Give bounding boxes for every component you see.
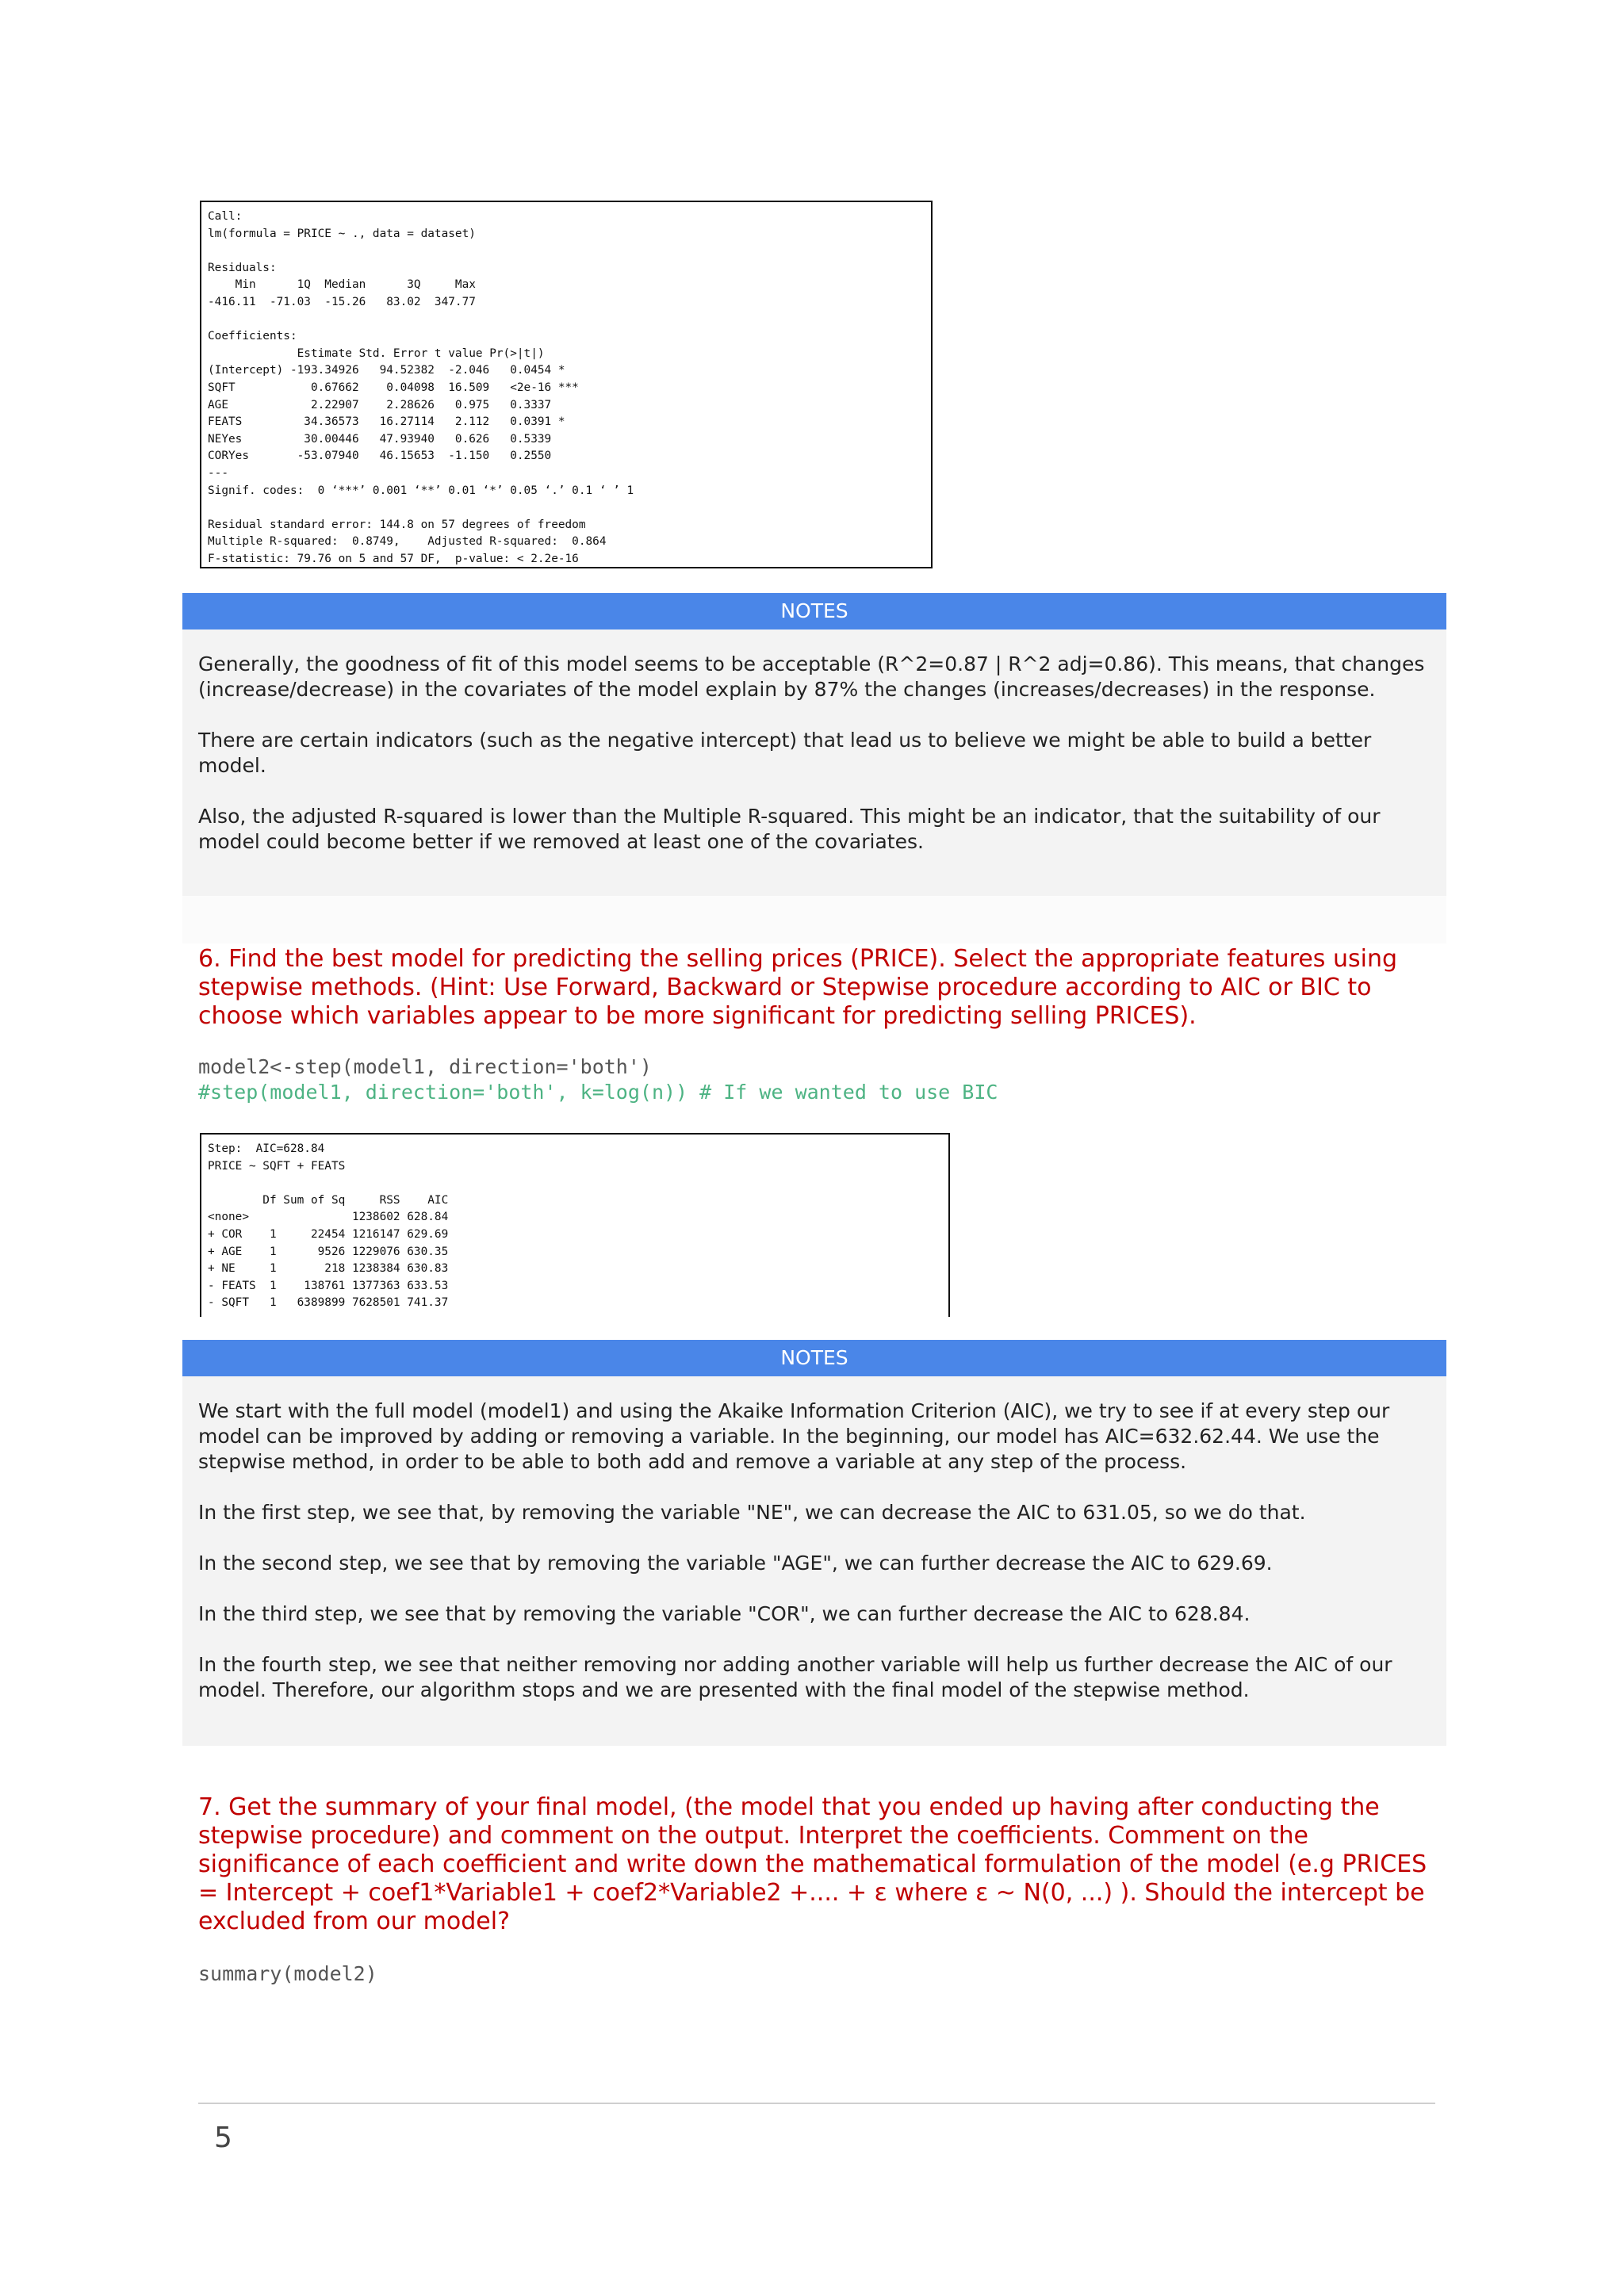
code-line: model2<-step(model1, direction='both') (198, 1055, 652, 1078)
regression-output-text: Call: lm(formula = PRICE ~ ., data = dataset) Residuals: Min 1Q Median 3Q Max -416.11 -71.03 -15.26 83.02 347.77 Coefficients: Estimate Std. Error t value Pr(>|t|) (Intercept) -193.34926 94.52382 -2.046 0.0454 * SQFT 0.67662 0.04098 16.509 <2e-16 *** AGE 2.22907 2.28626 0.975 0.3337 FEATS 34.36573 16.27114 2.112 0.0391 * NEYes 30.00446 47.93940 0.626 0.5339 CORYes -53.07940 46.15653 -1.150 0.2550 --- Signif. codes: 0 ‘***’ 0.001 ‘**’ 0.01 ‘*’ 0.05 ‘.’ 0.1 ‘ ’ 1 Residual standard error: 144.8 on 57 degrees of freedom Multiple R-squared: 0.8749, Adjusted R-squared: 0.864 F-statistic: 79.76 on 5 and 57 DF, p-value: < 2.2e-16 (208, 210, 634, 565)
notes-header: NOTES (182, 1340, 1446, 1376)
code-block-6 (198, 1054, 998, 1105)
notes-paragraph: In the third step, we see that by removing the variable "COR", we can further decrease the AIC to 628.84. (198, 1602, 1251, 1625)
notes-paragraph: There are certain indicators (such as the negative intercept) that lead us to believe we might be able to build a better model. (198, 729, 1372, 777)
notes-header: NOTES (182, 593, 1446, 629)
notes-paragraph: In the fourth step, we see that neither removing nor adding another variable will help us further decrease the AIC of our model. Therefore, our algorithm stops and we are presented with the final model of the stepwise method. (198, 1653, 1392, 1701)
code-comment: #step(model1, direction='both', k=log(n)) # If we wanted to use BIC (198, 1081, 998, 1104)
regression-output-box (200, 201, 933, 568)
code-area-background (182, 896, 1446, 943)
footer-divider (198, 2103, 1435, 2104)
page-number: 5 (214, 2122, 232, 2154)
code-line: summary(model2) (198, 1962, 377, 1985)
notes-paragraph: Generally, the goodness of fit of this model seems to be acceptable (R^2=0.87 | R^2 adj=0.86). This means, that changes (increase/decrease) in the covariates of the model explain by 87% the changes (increases/decreases) in the response. (198, 652, 1425, 701)
notes-paragraph: Also, the adjusted R-squared is lower than the Multiple R-squared. This might be an indicator, that the suitability of our model could become better if we removed at least one of the covariates. (198, 805, 1381, 853)
notes-body (182, 629, 1446, 896)
step-output-text: Step: AIC=628.84 PRICE ~ SQFT + FEATS Df Sum of Sq RSS AIC <none> 1238602 628.84 + COR 1 22454 1216147 629.69 + AGE 1 9526 1229076 630.35 + NE 1 218 1238384 630.83 - FEATS 1 138761 1377363 633.53 - SQFT 1 6389899 7628501 741.37 (208, 1142, 449, 1310)
question-7: 7. Get the summary of your final model, (the model that you ended up having after conducting the stepwise procedure) and comment on the output. Interpret the coefficients. Comment on the significance of each coefficient and write down the mathematical formulation of the model (e.g PRICES = Intercept + coef1*Variable1 + coef2*Variable2 +.... + ε where ε ~ N(0, ...) ). Should the intercept be excluded from our model? (198, 1793, 1427, 1935)
question-6: 6. Find the best model for predicting the selling prices (PRICE). Select the appropriate features using stepwise methods. (Hint: Use Forward, Backward or Stepwise procedure according to AIC or BIC to choose which variables appear to be more significant for predicting selling PRICES). (198, 945, 1397, 1030)
notes-paragraph: In the first step, we see that, by removing the variable "NE", we can decrease the AIC to 631.05, so we do that. (198, 1501, 1306, 1524)
notes-paragraph: We start with the full model (model1) and using the Akaike Information Criterion (AIC), we try to see if at every step our model can be improved by adding or removing a variable. In the beginning, our model has AIC=632.62.44. We use the stepwise method, in order to be able to both add and remove a variable at any step of the process. (198, 1399, 1390, 1473)
code-block-7 (198, 1961, 377, 1987)
step-output-box (200, 1133, 950, 1317)
notes-body (182, 1376, 1446, 1746)
notes-paragraph: In the second step, we see that by removing the variable "AGE", we can further decrease the AIC to 629.69. (198, 1552, 1273, 1575)
